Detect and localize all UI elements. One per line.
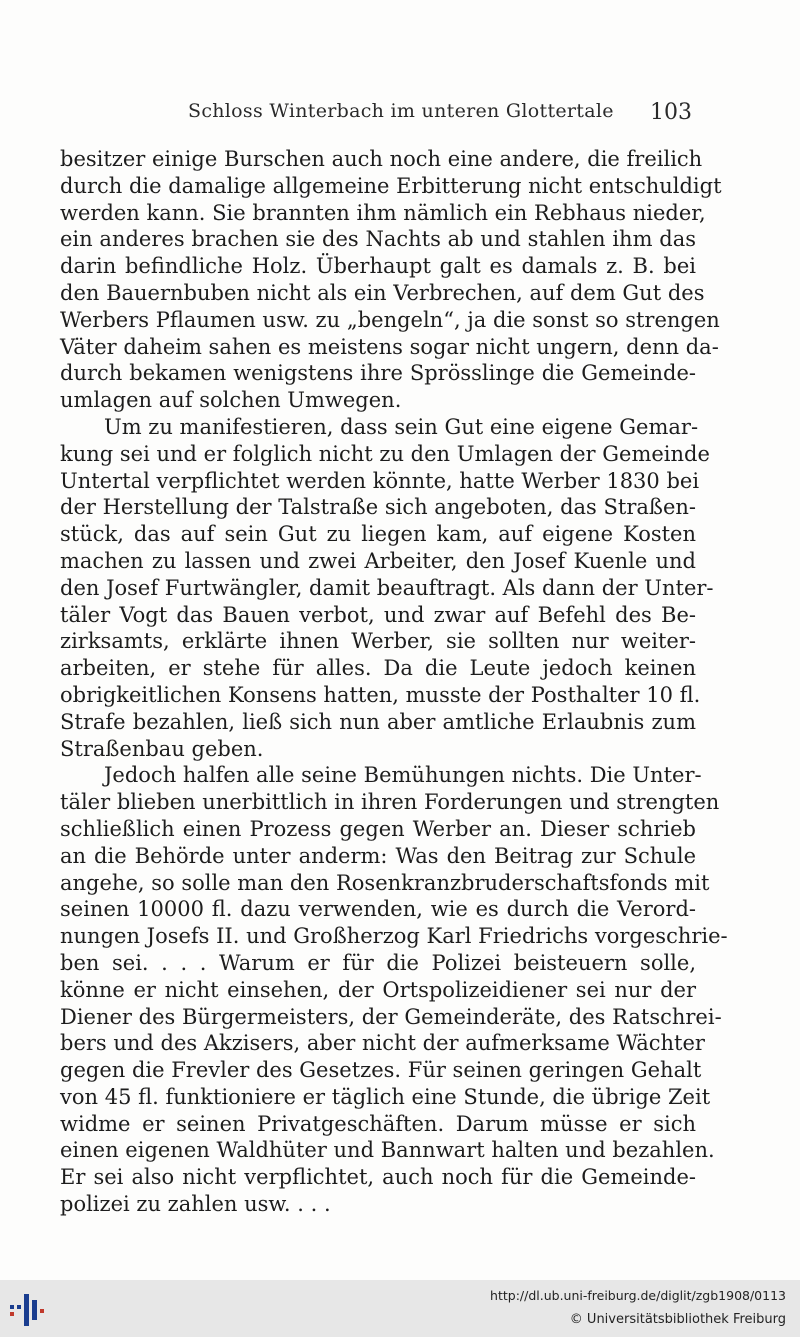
page-number: 103 [650,100,692,125]
text-line: täler blieben unerbittlich in ihren Forderungen und strengten [60,790,720,815]
text-line: schließlich einen Prozess gegen Werber an. Dieser schrieb [60,816,696,841]
text-line: darin befindliche Holz. Überhaupt galt es damals z. B. bei [60,254,696,279]
source-url-link[interactable]: http://dl.ub.uni-freiburg.de/diglit/zgb1908/0113 [490,1288,786,1303]
text-line: von 45 fl. funktioniere er täglich eine Stunde, die übrige Zeit [60,1084,711,1109]
text-line: Straßenbau geben. [60,736,264,761]
text-line: durch die damalige allgemeine Erbitterung nicht entschuldigt [60,173,722,198]
text-line: widme er seinen Privatgeschäften. Darum müsse er sich [60,1111,696,1136]
text-line: Diener des Bürgermeisters, der Gemeinderäte, des Ratschrei- [60,1004,722,1029]
text-line: werden kann. Sie brannten ihm nämlich ein Rebhaus nieder, [60,200,706,225]
text-line: kung sei und er folglich nicht zu den Umlagen der Gemeinde [60,441,710,466]
ub-freiburg-logo-icon [8,1290,50,1330]
text-line: der Herstellung der Talstraße sich angeboten, das Straßen- [60,495,696,520]
text-line: besitzer einige Burschen auch noch eine andere, die freilich [60,147,703,171]
text-line: einen eigenen Waldhüter und Bannwart halten und bezahlen. [60,1138,715,1163]
text-line: durch bekamen wenigstens ihre Sprösslinge die Gemeinde- [60,361,696,386]
text-line: gegen die Frevler des Gesetzes. Für seinen geringen Gehalt [60,1058,702,1083]
body-text [60,146,728,1218]
text-line: machen zu lassen und zwei Arbeiter, den Josef Kuenle und [60,548,696,573]
footer-bar [0,1280,800,1337]
text-line: umlagen auf solchen Umwegen. [60,388,402,413]
text-line: angehe, so solle man den Rosenkranzbruderschaftsfonds mit [60,870,710,895]
text-line: Väter daheim sahen es meistens sogar nicht ungern, denn da- [60,334,719,359]
text-line: obrigkeitlichen Konsens hatten, musste der Posthalter 10 fl. [60,682,701,707]
text-line: polizei zu zahlen usw. . . . [60,1192,331,1217]
text-line: zirksamts, erklärte ihnen Werber, sie sollten nur weiter- [60,629,696,654]
text-line: bers und des Akzisers, aber nicht der aufmerksame Wächter [60,1031,705,1056]
text-line: Werbers Pflaumen usw. zu „bengeln“, ja die sonst so strengen [60,307,720,332]
text-line: nungen Josefs II. und Großherzog Karl Friedrichs vorgeschrie- [60,924,728,949]
text-line: ben sei. . . . Warum er für die Polizei beisteuern solle, [60,950,696,975]
page-header [60,98,696,128]
text-line: könne er nicht einsehen, der Ortspolizeidiener sei nur der [60,977,696,1002]
copyright-notice: © Universitätsbibliothek Freiburg [569,1312,786,1327]
text-line: an die Behörde unter anderm: Was den Beitrag zur Schule [60,843,696,868]
text-line: arbeiten, er stehe für alles. Da die Leute jedoch keinen [60,656,696,681]
running-title: Schloss Winterbach im unteren Glottertale [188,100,614,122]
text-line: den Josef Furtwängler, damit beauftragt. Als dann der Unter- [60,575,714,600]
text-line: den Bauernbuben nicht als ein Verbrechen, auf dem Gut des [60,280,705,305]
text-line: stück, das auf sein Gut zu liegen kam, auf eigene Kosten [60,522,696,547]
text-line: Er sei also nicht verpflichtet, auch noch für die Gemeinde- [60,1165,696,1190]
text-line: Untertal verpflichtet werden könnte, hatte Werber 1830 bei [60,468,700,493]
text-line: Strafe bezahlen, ließ sich nun aber amtliche Erlaubnis zum [60,709,696,734]
text-line: seinen 10000 fl. dazu verwenden, wie es durch die Verord- [60,897,696,922]
text-line: ein anderes brachen sie des Nachts ab und stahlen ihm das [60,227,696,252]
text-line: Um zu manifestieren, dass sein Gut eine eigene Gemar- [104,414,699,439]
text-line: täler Vogt das Bauen verbot, und zwar auf Befehl des Be- [60,602,696,627]
text-line: Jedoch halfen alle seine Bemühungen nichts. Die Unter- [104,763,702,788]
